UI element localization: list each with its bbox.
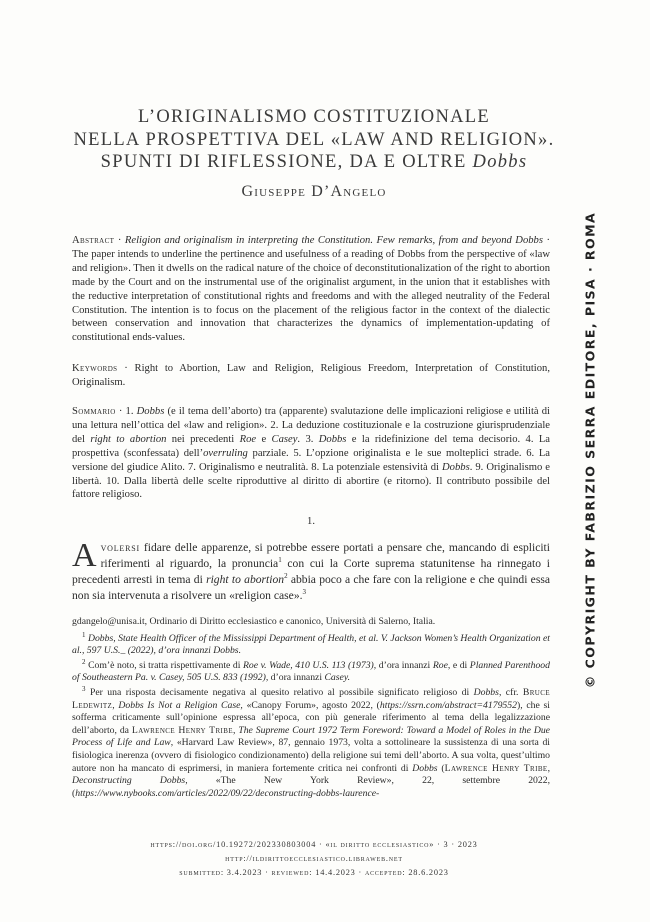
summary-dobbs-1: Dobbs — [136, 406, 165, 417]
drop-cap: A — [72, 537, 97, 574]
footnote-ref-2[interactable]: 2 — [284, 572, 288, 581]
footnote-3-author-tribe-2: Lawrence Henry Tribe — [444, 762, 548, 774]
summary-s5-text: parziale. 5. L’opzione originalista e le sue molteplici strade. 6. La versione del giudice Alito. 7. Originalismo e neutralità. 8. La potenziale estensività di — [72, 447, 550, 473]
author-affiliation: gdangelo@unisa.it, Ordinario di Diritto ecclesiastico e canonico, Università di Salerno, Italia. — [72, 616, 436, 627]
abstract — [72, 234, 550, 345]
footnote-3-url-ssrn[interactable]: https://ssrn.com/abstract=4179552 — [379, 699, 517, 711]
footnote-3 — [72, 684, 551, 800]
lead-word: volersi — [100, 541, 140, 554]
footnote-3-author-tribe: Lawrence Henry Tribe — [131, 724, 233, 736]
abstract-label: Abstract — [72, 235, 115, 246]
page-footer — [60, 838, 568, 880]
title-line-3-text: SPUNTI DI RIFLESSIONE, DA E OLTRE — [100, 152, 473, 172]
footnote-2-c: , e di — [447, 659, 470, 671]
footer-url[interactable]: http://ildirittoecclesiastico.libraweb.net — [225, 854, 403, 863]
copyright-text: © COPYRIGHT BY FABRIZIO SERRA EDITORE, PISA · ROMA — [582, 211, 598, 689]
footnote-3-c: , — [112, 699, 119, 711]
summary-s3-num: . 3. — [297, 433, 319, 445]
footnote-2-roe-short: Roe — [432, 659, 448, 671]
footnote-3-author-ledewitz: Bruce Ledewitz — [72, 686, 551, 711]
abstract-text: The paper intends to underline the pertinence and usefulness of a reading of Dobbs from the perspective of «law and religion». Then it dwells on the radical nature of the choice of deconstitutionalization of the right to abortion made by the Court and on the instrumental use of the originalist argument, in the union that it establishes with the reductive interpretation of constitutional rights and freedoms and with the alleged neutrality of the Federal Constitution. The intention is to focus on the placement of the religious factor in the context of the dialectic between conservation and innovation that characterizes the dynamics of implementation-updating of constitutional ends-values. — [72, 248, 550, 344]
footnote-3-b: , cfr. — [498, 686, 523, 698]
footnote-2-num: 2 — [82, 657, 86, 666]
section-number: 1. — [307, 516, 315, 527]
keywords — [72, 362, 550, 390]
summary-dobbs-3: Dobbs — [442, 461, 470, 473]
body-right-to-abortion: right to abortion — [206, 573, 285, 586]
footnote-3-e: ), che si sofferma criticamente sull’opinione espressa all’epoca, con più generale riferimento al tema della legalizzazione dell’aborto, da — [72, 699, 550, 736]
footnote-3-dobbs-2: Dobbs — [412, 762, 438, 774]
footnotes — [72, 616, 550, 802]
title-dobbs: Dobbs — [472, 152, 528, 172]
summary-and: e — [256, 433, 272, 445]
summary-overruling: overruling — [203, 447, 248, 459]
summary-dobbs-2: Dobbs — [318, 433, 347, 445]
abstract-sep-2: · — [542, 235, 550, 246]
footnote-2-casey: Casey. — [324, 672, 351, 684]
summary-s1-text: (e il tema dell’aborto) tra (apparente) svalutazione delle implicazioni religiose e utilità di una lettura nell’ottica del «law and religion». 2. La deduzione costituzionale e la costruzione giurisprudenziale del — [72, 406, 551, 445]
body-paragraph — [72, 537, 550, 604]
title-line-3 — [60, 151, 568, 174]
author-name: Giuseppe D’Angelo — [241, 182, 387, 200]
summary-s3-text: e la ridefinizione del tema decisorio. 4. La prospettiva (sconfessata) dell’ — [72, 433, 551, 459]
footer-dates: submitted: 3.4.2023 · reviewed: 14.4.2023 · accepted: 28.6.2023 — [179, 868, 449, 877]
footnote-1-num: 1 — [82, 630, 86, 639]
footnote-2-roe: Roe v. Wade, 410 U.S. 113 (1973), — [242, 659, 377, 671]
footnote-3-dobbs: Dobbs — [473, 686, 499, 698]
summary-s2-text: nei precedenti — [166, 433, 240, 445]
footer-doi[interactable]: https://doi.org/10.19272/202330803004 · «il diritto ecclesiastico» · 3 · 2023 — [150, 840, 478, 849]
footnote-3-title-3: Deconstructing Dobbs — [72, 775, 186, 787]
abstract-sep: · — [114, 235, 125, 246]
footnote-3-a: Per una risposta decisamente negativa al quesito relativo al possibile significato religioso di — [89, 686, 474, 698]
footnote-3-num: 3 — [82, 684, 86, 693]
footnote-1-text: Dobbs, State Health Officer of the Mississippi Department of Health, et al. V. Jackson Women’s Health Organization et al., 597 U.S._ (2022), d’ora innanzi Dobbs. — [72, 632, 551, 657]
footnote-3-d: , «Canopy Forum», agosto 2022, ( — [240, 699, 380, 711]
footnote-3-title-1: Dobbs Is Not a Religion Case — [118, 699, 241, 711]
footnote-1 — [72, 630, 551, 658]
summary-casey: Casey — [271, 433, 298, 445]
summary — [72, 405, 550, 502]
body-text-1: fidare delle apparenze, si potrebbe essere portati a pensare che, mancando di espliciti riferimenti al riguardo, la pronuncia — [100, 541, 550, 570]
footnote-3-i: , — [547, 762, 550, 774]
footnote-2-a: Com’è noto, si tratta rispettivamente di — [88, 659, 243, 671]
footnote-ref-1[interactable]: 1 — [278, 556, 282, 565]
title-line-1: L’ORIGINALISMO COSTITUZIONALE — [137, 107, 490, 127]
footnote-2-b: d’ora innanzi — [376, 659, 433, 671]
footnote-3-title-2: The Supreme Court 1972 Term Foreword: Toward a Model of Roles in the Due Process of Life and Law — [72, 724, 550, 749]
copyright-sidebar — [570, 211, 610, 689]
keywords-sep: · — [117, 363, 135, 374]
title-block — [60, 106, 568, 201]
footnote-2-d: d’ora innanzi — [268, 672, 325, 684]
keywords-label: Keywords — [72, 363, 118, 374]
summary-label: Sommario — [72, 406, 116, 417]
summary-sep: · — [115, 406, 126, 417]
footnote-2 — [72, 657, 550, 685]
summary-s9-text: . 9. Originalismo e libertà. 10. Dalla libertà delle scelte riproduttive al diritto di abortire (e ritorno). Il contributo possibile del fattore religioso. — [72, 461, 550, 501]
keywords-text: Right to Abortion, Law and Religion, Religious Freedom, Interpretation of Constitution, Originalism. — [72, 363, 550, 388]
footnote-3-f: , — [233, 724, 239, 736]
abstract-title: Religion and originalism in interpreting the Constitution. Few remarks, from and beyond Dobbs — [124, 235, 543, 246]
body-text-3: abbia poco a che fare con la religione e che quindi essa non sia intervenuta a risolvere un «religion case». — [72, 573, 550, 602]
summary-s1-num: 1. — [125, 406, 137, 417]
footnote-3-url-nybooks[interactable]: https://www.nybooks.com/articles/2022/09/22/deconstructing-dobbs-laurence- — [75, 787, 380, 799]
summary-right-to-abortion: right to abortion — [90, 433, 167, 445]
summary-roe: Roe — [239, 433, 257, 445]
title-line-2: NELLA PROSPETTIVA DEL «LAW AND RELIGION». — [73, 129, 555, 150]
footnote-3-g: , «Harvard Law Review», 87, gennaio 1973, volta a sottolineare la sussistenza di una sorta di fisiologica inerenza (ovvero di fisiologico condizionamento) della religione sui temi dell’aborto. A sua volta, quest’ultimo autore non ha mancato di esprimersi, in maniera fortemente critica nei confronti di — [72, 737, 550, 774]
footnote-3-h: ( — [437, 762, 445, 774]
footnote-ref-3[interactable]: 3 — [302, 588, 307, 597]
footnote-3-j: , «The New York Review», 22, settembre 2022, ( — [72, 775, 550, 799]
body-text-2: con cui la Corte suprema statunitense ha rinnegato i precedenti arresti in tema di — [72, 557, 550, 586]
footnote-2-planned: Planned Parenthood of Southeastern Pa. v. Casey, 505 U.S. 833 (1992), — [72, 659, 550, 684]
